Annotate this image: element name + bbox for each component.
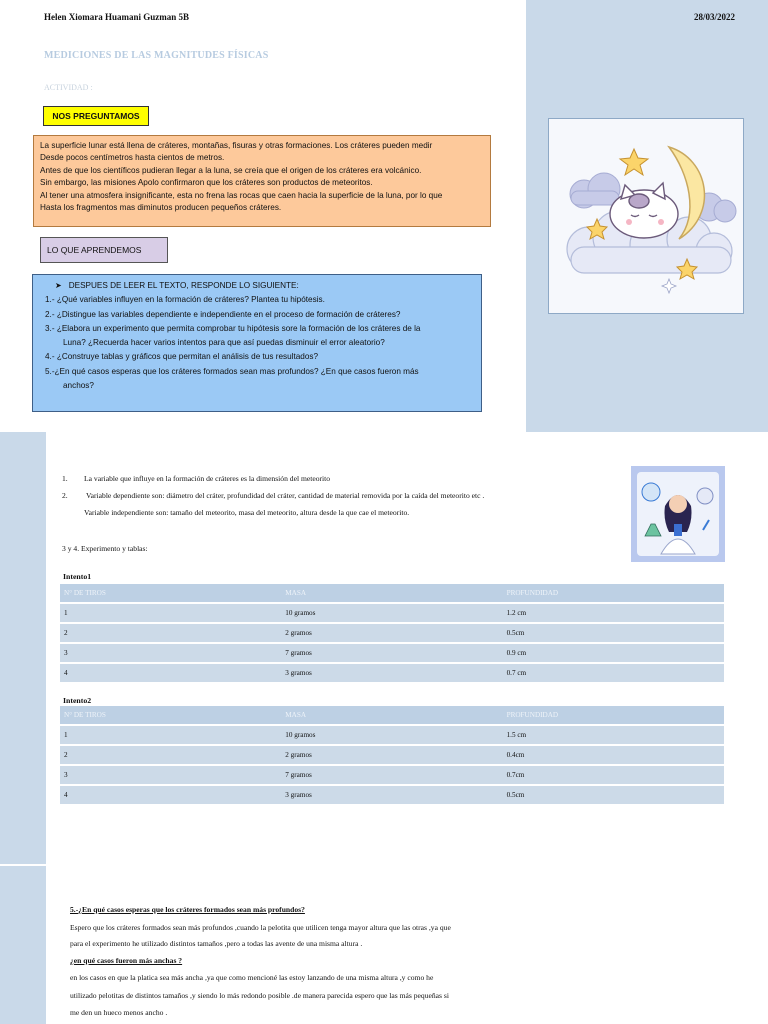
intento-2-label: Intento2 bbox=[63, 696, 92, 705]
question-5-cont: anchos? bbox=[63, 381, 94, 391]
moon-art-icon bbox=[549, 119, 743, 313]
question-3: 3.- ¿Elabora un experimento que permita comprobar tu hipótesis sore la formación de los cráteres de la bbox=[45, 323, 421, 333]
q5-paragraph-5: me den un hueco menos ancho . bbox=[70, 1008, 168, 1017]
cell: 0.9 cm bbox=[503, 644, 724, 662]
table-row bbox=[60, 604, 724, 622]
answer-2-number: 2. bbox=[62, 491, 68, 500]
page-2-margin bbox=[0, 432, 46, 1024]
learn-label bbox=[40, 237, 168, 263]
page-divider bbox=[0, 864, 46, 866]
cell: 3 bbox=[60, 644, 281, 662]
cell: 2 gramos bbox=[281, 624, 502, 642]
header-tiros: N° DE TIROS bbox=[60, 706, 281, 724]
header-profundidad: PROFUNDIDAD bbox=[503, 584, 724, 602]
question-3-cont: Luna? ¿Recuerda hacer varios intentos para que así puedas disminuir el error aleatorio? bbox=[63, 338, 385, 348]
question-2: 2.- ¿Distingue las variables dependiente e independiente en el proceso de formación de cráteres? bbox=[45, 309, 401, 319]
table-row bbox=[60, 664, 724, 682]
table-row bbox=[60, 746, 724, 764]
cell: 1 bbox=[60, 604, 281, 622]
scientist-illustration bbox=[631, 466, 725, 562]
q5-subtitle: ¿en qué casos fueron más anchas ? bbox=[70, 956, 183, 965]
intro-line: Al tener una atmosfera insignificante, esta no frena las rocas que caen hacia la superficie de la luna, por lo que bbox=[40, 190, 443, 200]
cell: 0.4cm bbox=[503, 746, 724, 764]
cell: 2 bbox=[60, 624, 281, 642]
intento-1-table bbox=[60, 582, 724, 684]
question-4: 4.- ¿Construye tablas y gráficos que permitan el análisis de tus resultados? bbox=[45, 352, 319, 362]
cell: 1.2 cm bbox=[503, 604, 724, 622]
cell: 3 gramos bbox=[281, 786, 502, 804]
intro-box bbox=[33, 135, 491, 227]
header-profundidad: PROFUNDIDAD bbox=[503, 706, 724, 724]
learn-label-text: LO QUE APRENDEMOS bbox=[47, 245, 142, 255]
activity-label: ACTIVIDAD : bbox=[44, 83, 93, 92]
cell: 1 bbox=[60, 726, 281, 744]
intro-line: Desde pocos centímetros hasta cientos de metros. bbox=[40, 153, 225, 163]
intro-line: Sin embargo, las misiones Apolo confirmaron que los cráteres son productos de meteoritos. bbox=[40, 178, 373, 188]
q5-paragraph-4: utilizado pelotitas de distintos tamaños ,y siendo lo más redondo posible .de manera parecida espero que las más pequeñas si bbox=[70, 991, 449, 1000]
table-row bbox=[60, 624, 724, 642]
intento-1-label: Intento1 bbox=[63, 572, 92, 581]
q5-paragraph-3: en los casos en que la platica sea más ancha ,ya que como mencioné las estoy lanzando de una misma altura ,y como he bbox=[70, 973, 434, 982]
cell: 0.5cm bbox=[503, 786, 724, 804]
q5-paragraph-2: para el experimento he utilizado distintos tamaños ,pero a todas las avente de una misma altura . bbox=[70, 939, 363, 948]
questions-heading-text: DESPUES DE LEER EL TEXTO, RESPONDE LO SIGUIENTE: bbox=[68, 281, 299, 290]
intento-2-table bbox=[60, 704, 724, 806]
header-masa: MASA bbox=[281, 584, 502, 602]
question-5: 5.-¿En qué casos esperas que los cráteres formados sean mas profundos? ¿En que casos fueron más bbox=[45, 366, 419, 376]
scientist-icon bbox=[631, 466, 725, 562]
sleeping-cat-moon-illustration bbox=[548, 118, 744, 314]
cell: 10 gramos bbox=[281, 726, 502, 744]
cell: 7 gramos bbox=[281, 644, 502, 662]
cell: 1.5 cm bbox=[503, 726, 724, 744]
arrow-bullet-icon: ➤ bbox=[55, 281, 62, 290]
cell: 0.7 cm bbox=[503, 664, 724, 682]
intro-line: La superficie lunar está llena de cráteres, montañas, fisuras y otras formaciones. Los cráteres pueden medir bbox=[40, 141, 433, 150]
student-name: Helen Xiomara Huamani Guzman 5B bbox=[44, 12, 190, 22]
table-row bbox=[60, 644, 724, 662]
intro-line: Antes de que los científicos pudieran llegar a la luna, se creía que el origen de los cráteres era volcánico. bbox=[40, 165, 422, 175]
cell: 2 gramos bbox=[281, 746, 502, 764]
intro-line: Hasta los fragmentos mas diminutos producen pequeños cráteres. bbox=[40, 203, 282, 213]
ask-label-text: NOS PREGUNTAMOS bbox=[52, 111, 140, 121]
answer-3-4: 3 y 4. Experimento y tablas: bbox=[62, 544, 148, 553]
q5-paragraph-1: Espero que los cráteres formados sean más profundos ,cuando la pelotita que utilicen tenga mayor altura que las otras ,ya que bbox=[70, 923, 451, 932]
ask-label bbox=[43, 106, 149, 126]
q5-title: 5.-¿En qué casos esperas que los cráteres formados sean más profundos? bbox=[70, 905, 305, 914]
cell: 3 gramos bbox=[281, 664, 502, 682]
questions-box bbox=[32, 274, 482, 412]
cell: 0.7cm bbox=[503, 766, 724, 784]
table-row bbox=[60, 786, 724, 804]
table-row bbox=[60, 726, 724, 744]
cell: 4 bbox=[60, 664, 281, 682]
cell: 10 gramos bbox=[281, 604, 502, 622]
question-1: 1.- ¿Qué variables influyen en la formación de cráteres? Plantea tu hipótesis. bbox=[45, 295, 325, 305]
answer-2: Variable dependiente son: diámetro del cráter, profundidad del cráter, cantidad de material removida por la caída del meteorito etc . bbox=[86, 491, 485, 500]
cell: 3 bbox=[60, 766, 281, 784]
cell: 7 gramos bbox=[281, 766, 502, 784]
cell: 0.5cm bbox=[503, 624, 724, 642]
table-row bbox=[60, 766, 724, 784]
header-masa: MASA bbox=[281, 706, 502, 724]
cell: 4 bbox=[60, 786, 281, 804]
questions-heading bbox=[45, 279, 475, 293]
table-header-row bbox=[60, 584, 724, 602]
page-title: MEDICIONES DE LAS MAGNITUDES FÍSICAS bbox=[44, 50, 269, 61]
header-tiros: N° DE TIROS bbox=[60, 584, 281, 602]
cell: 2 bbox=[60, 746, 281, 764]
answer-2b: Variable independiente son: tamaño del meteorito, masa del meteorito, altura desde la que cae el meteorito. bbox=[84, 508, 410, 517]
answer-1-number: 1. bbox=[62, 474, 68, 483]
date: 28/03/2022 bbox=[694, 12, 736, 22]
table-header-row bbox=[60, 706, 724, 724]
answer-1: La variable que influye en la formación de cráteres es la dimensión del meteorito bbox=[84, 474, 331, 483]
